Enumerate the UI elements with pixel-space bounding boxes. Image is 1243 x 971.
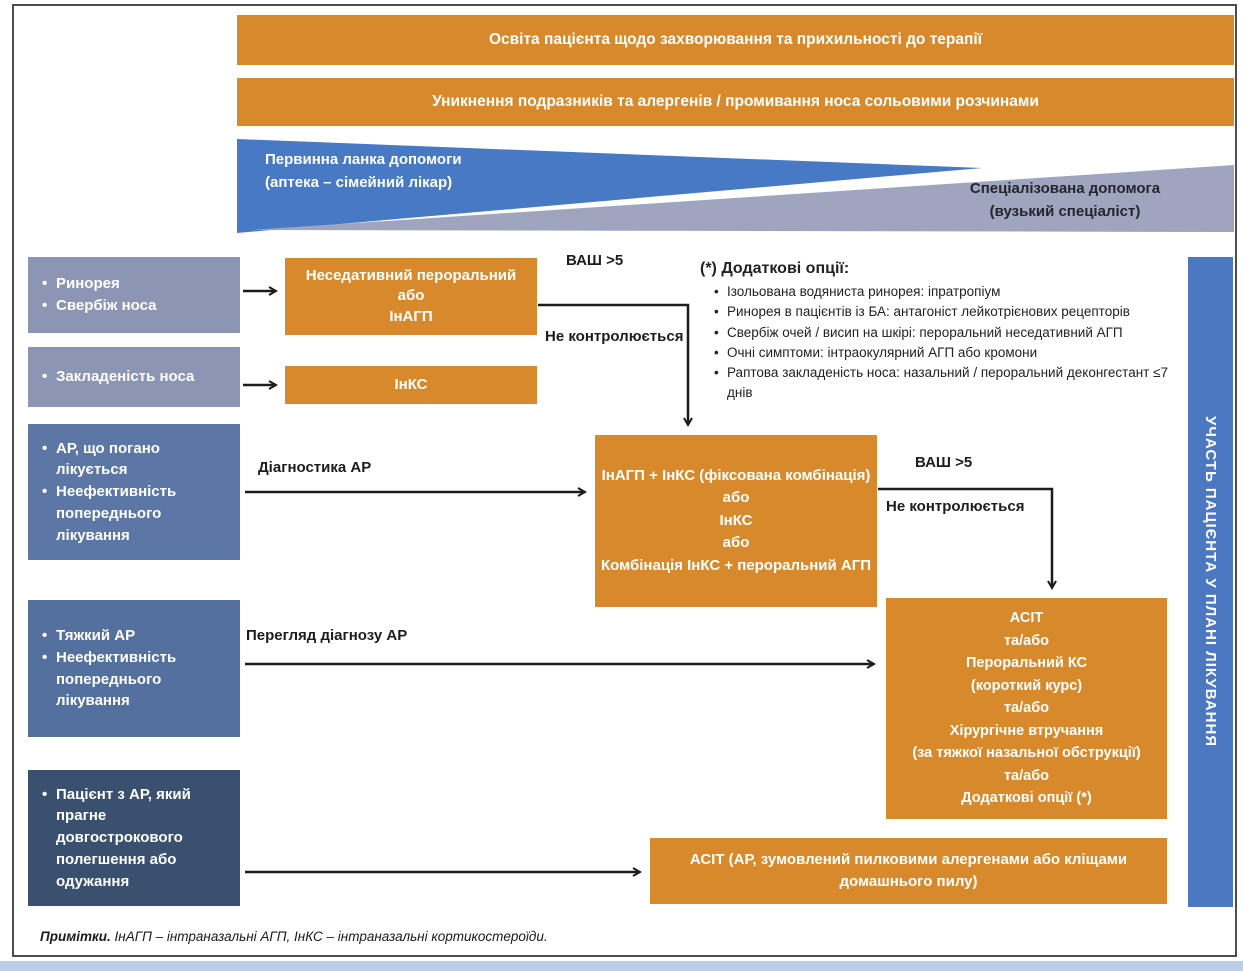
specialized-care-line2: (вузький спеціаліст) xyxy=(989,202,1141,220)
banner-allergen-avoidance: Уникнення подразників та алергенів / промивання носа сольовими розчинами xyxy=(237,78,1234,126)
treatment-line: Хірургічне втручання xyxy=(949,722,1104,739)
treatment-line: Неседативний пероральний xyxy=(305,267,517,285)
symptom-item: • Неефективність попереднього лікування xyxy=(42,481,232,546)
treatment-line: та/або xyxy=(1003,632,1050,649)
treatment-line: або xyxy=(722,534,750,552)
patient-box-congestion xyxy=(28,347,240,407)
specialized-care-line1: Спеціалізована допомога xyxy=(969,180,1161,197)
symptom-item: • АР, що погано лікується xyxy=(42,438,232,482)
label-vas-gt5-1: ВАШ >5 xyxy=(566,252,624,269)
patient-box-long-term xyxy=(28,770,240,906)
footnote-label: Примітки. xyxy=(40,929,111,944)
treatment-line: ІнКС xyxy=(719,511,753,529)
treatment-box-incs xyxy=(285,366,537,404)
treatment-line: ІнАГП + ІнКС (фіксована комбінація) xyxy=(601,466,871,484)
patient-box-severe-ar xyxy=(28,600,240,737)
additional-option-item: • Ринорея в пацієнтів із БА: антагоніст лейкотрієнових рецепторів xyxy=(714,302,1185,322)
patient-box-rhinorrhea xyxy=(28,257,240,333)
treatment-box-asit xyxy=(650,838,1167,904)
treatment-line: (короткий курс) xyxy=(970,677,1083,694)
label-rediagnosis-ar: Перегляд діагнозу АР xyxy=(246,627,408,644)
treatment-box-first-line xyxy=(285,258,537,335)
symptom-item: • Свербіж носа xyxy=(42,295,157,317)
footnote xyxy=(40,929,548,944)
treatment-line: Пероральний КС xyxy=(966,655,1087,672)
footnote-text: ІнАГП – інтраназальні АГП, ІнКС – інтраназальні кортикостероїди. xyxy=(110,929,548,944)
specialized-care-label xyxy=(930,178,1200,223)
primary-care-label xyxy=(265,148,462,195)
primary-care-line2: (аптека – сімейний лікар) xyxy=(265,174,453,192)
treatment-box-asit-combo xyxy=(886,598,1167,819)
symptom-item: • Неефективність попереднього лікування xyxy=(42,647,232,712)
additional-options-title: (*) Додаткові опції: xyxy=(700,260,850,277)
treatment-line: АСІТ (АР, зумовлений пилковими алергенами або кліщами домашнього пилу) xyxy=(689,851,1128,890)
symptom-item: • Пацієнт з АР, який прагне довгострокового полегшення або одужання xyxy=(42,784,232,893)
label-diagnosis-ar: Діагностика АР xyxy=(258,459,372,476)
treatment-line: ІнАГП xyxy=(389,307,433,325)
treatment-line: та/або xyxy=(1003,700,1050,717)
label-not-controlled-2: Не контролюється xyxy=(886,498,1025,515)
arrow-not-controlled-1 xyxy=(538,305,688,425)
primary-care-line1: Первинна ланка допомоги xyxy=(265,151,462,168)
additional-option-item: • Раптова закладеність носа: назальний / пероральний деконгестант ≤7 днів xyxy=(714,363,1185,404)
treatment-line: АСІТ xyxy=(1009,610,1044,627)
symptom-item: • Закладеність носа xyxy=(42,366,194,388)
banner-patient-education: Освіта пацієнта щодо захворювання та прихильності до терапії xyxy=(237,15,1234,65)
additional-option-item: • Очні симптоми: інтраокулярний АГП або кромони xyxy=(714,343,1185,363)
additional-option-item: • Ізольована водяниста ринорея: іпратропіум xyxy=(714,282,1185,302)
patient-participation-label: УЧАСТЬ ПАЦІЄНТА У ПЛАНІ ЛІКУВАННЯ xyxy=(1202,416,1219,748)
treatment-box-combination xyxy=(595,435,877,607)
symptom-item: • Тяжкий АР xyxy=(42,625,232,647)
additional-option-item: • Свербіж очей / висип на шкірі: пероральний неседативний АГП xyxy=(714,323,1185,343)
treatment-line: Додаткові опції (*) xyxy=(961,790,1092,807)
patient-box-poorly-treated xyxy=(28,424,240,560)
additional-options-block xyxy=(700,260,1185,404)
treatment-line: та/або xyxy=(1003,767,1050,784)
treatment-line: Комбінація ІнКС + пероральний АГП xyxy=(600,556,872,574)
label-not-controlled-1: Не контролюється xyxy=(545,328,684,345)
treatment-line: ІнКС xyxy=(394,375,428,393)
treatment-line: або xyxy=(397,287,425,305)
treatment-line: (за тяжкої назальної обструкції) xyxy=(912,745,1141,762)
patient-participation-bar xyxy=(1188,257,1233,907)
label-vas-gt5-2: ВАШ >5 xyxy=(915,454,973,471)
symptom-item: • Ринорея xyxy=(42,273,157,295)
treatment-line: або xyxy=(722,489,750,507)
